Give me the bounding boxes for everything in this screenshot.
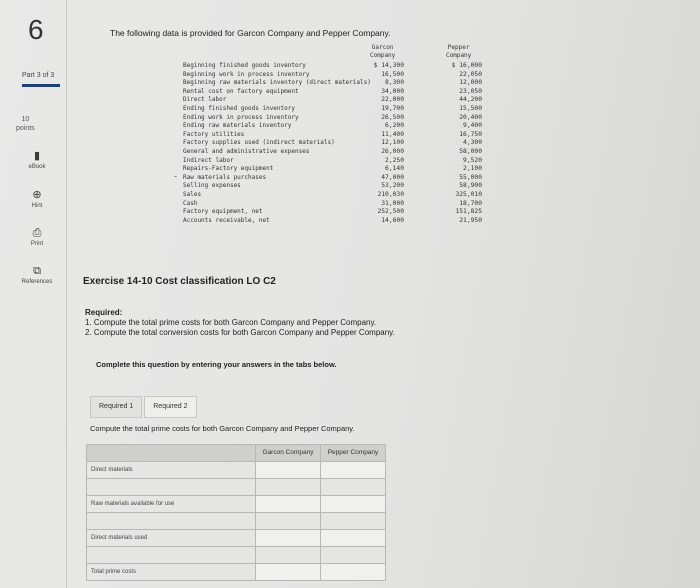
garcon-answer-input[interactable] [256,462,321,479]
garcon-answer-input[interactable] [256,513,321,530]
sidebar-item-ebook[interactable]: ▮ eBook [28,150,46,170]
garcon-value: 8,300 [385,79,404,87]
garcon-value: 210,030 [377,190,404,198]
references-icon: ⧉ [33,265,41,277]
answer-row [87,496,386,513]
data-row-label: Accounts receivable, net [183,216,270,224]
data-row-label: Repairs-Factory equipment [183,165,274,173]
exercise-title: Exercise 14-10 Cost classification LO C2 [83,276,276,287]
question-number: 6 [28,14,44,45]
part-progress-bar [22,84,60,87]
garcon-value: 12,100 [381,139,404,147]
hint-icon: ⊕ [32,189,42,201]
sidebar [0,0,67,588]
required-heading: Required: [85,308,123,317]
garcon-answer-input[interactable] [256,564,321,581]
pepper-value: 2,100 [463,165,482,173]
tab-required-2[interactable]: Required 2 [144,396,196,418]
pepper-value: 15,500 [459,104,482,112]
part-indicator: Part 3 of 3 [22,72,55,79]
pepper-values [420,62,482,225]
pepper-value: 58,000 [459,147,482,155]
data-row-label: Cash [183,199,198,207]
garcon-answer-input[interactable] [256,530,321,547]
data-row-label: Rental cost on factory equipment [183,87,299,95]
answer-row-label [87,513,256,530]
garcon-value: 31,000 [381,199,404,207]
garcon-answer-input[interactable] [256,479,321,496]
pepper-answer-input[interactable] [321,513,386,530]
garcon-value: 26,000 [381,147,404,155]
pepper-value: 9,400 [463,122,482,130]
pepper-answer-input[interactable] [321,547,386,564]
data-row-label: Factory equipment, net [183,208,263,216]
pepper-header: Pepper Company [446,44,472,59]
data-row-label: Beginning raw materials inventory (direct materials) [183,79,371,87]
data-row-label: Beginning finished goods inventory [183,62,306,69]
pepper-value: 18,700 [459,199,482,207]
garcon-answer-input[interactable] [256,496,321,513]
required-item-2: 2. Compute the total conversion costs for both Garcon Company and Pepper Company. [85,328,395,337]
answer-row-label: Direct materials used [87,530,256,547]
answer-row-label [87,479,256,496]
intro-text: The following data is provided for Garcon Company and Pepper Company. [110,28,391,38]
answer-row [87,479,386,496]
garcon-value: 6,140 [385,165,404,173]
sidebar-item-hint[interactable]: ⊕ Hint [31,189,43,209]
data-row-label: Sales [183,190,202,198]
sidebar-item-print[interactable]: ⎙ Print [30,227,44,247]
pepper-value: 20,400 [459,113,482,121]
pepper-value: 4,300 [463,139,482,147]
answer-row [87,530,386,547]
tab-instruction: Compute the total prime costs for both Garcon Company and Pepper Company. [90,424,355,433]
answer-row-label: Raw materials available for use [87,496,256,513]
garcon-value: 2,250 [385,156,404,164]
garcon-value: 11,400 [381,130,404,138]
garcon-value: 26,500 [381,113,404,121]
tab-required-1[interactable]: Required 1 [90,396,142,418]
book-icon: ▮ [33,150,41,162]
pepper-answer-input[interactable] [321,530,386,547]
pepper-value: $ 16,000 [451,62,482,69]
data-row-label: Ending work in process inventory [183,113,299,121]
answer-row [87,513,386,530]
pepper-value: 151,825 [455,208,482,216]
pepper-value: 325,010 [455,190,482,198]
complete-instruction: Complete this question by entering your answers in the tabs below. [96,360,337,369]
garcon-value: 6,200 [385,122,404,130]
garcon-answer-input[interactable] [256,547,321,564]
data-row-label: Factory supplies used (indirect materials) [183,139,335,147]
garcon-header: Garcon Company [370,44,396,59]
answer-row [87,462,386,479]
garcon-value: $ 14,300 [373,62,404,69]
data-row-label: Raw materials purchases [183,173,267,181]
data-row-label: Ending finished goods inventory [183,104,295,112]
garcon-value: 53,200 [381,182,404,190]
sidebar-item-references[interactable]: ⧉ References [21,265,53,285]
answer-header-pepper: Pepper Company [321,445,386,462]
garcon-values [342,62,404,225]
data-row-label: Factory utilities [183,130,245,138]
pepper-value: 55,000 [459,173,482,181]
pepper-value: 44,200 [459,96,482,104]
pepper-answer-input[interactable] [321,479,386,496]
dash-mark: - [174,171,177,181]
print-icon: ⎙ [32,227,42,239]
pepper-value: 16,750 [459,130,482,138]
pepper-answer-input[interactable] [321,496,386,513]
data-row-label: General and administrative expenses [183,147,310,155]
data-row-label: Selling expenses [183,182,241,190]
pepper-value: 9,520 [463,156,482,164]
pepper-value: 21,950 [459,216,482,224]
garcon-value: 16,500 [381,70,404,78]
answer-header-blank [87,445,256,462]
data-row-label: Indirect labor [183,156,234,164]
answer-table [86,444,386,581]
garcon-value: 252,500 [377,208,404,216]
answer-row-label: Total prime costs [87,564,256,581]
garcon-value: 34,000 [381,87,404,95]
answer-row [87,564,386,581]
data-row-label: Direct labor [183,96,227,104]
garcon-value: 47,000 [381,173,404,181]
required-item-1: 1. Compute the total prime costs for both Garcon Company and Pepper Company. [85,318,377,327]
answer-row-label [87,547,256,564]
pepper-answer-input[interactable] [321,462,386,479]
pepper-value: 23,050 [459,87,482,95]
data-row-label: Ending raw materials inventory [183,122,292,130]
garcon-value: 22,000 [381,96,404,104]
pepper-answer-input[interactable] [321,564,386,581]
answer-header-garcon: Garcon Company [256,445,321,462]
points-label: 10 points [16,116,35,132]
main-content [70,0,690,588]
pepper-value: 22,050 [459,70,482,78]
pepper-value: 58,900 [459,182,482,190]
pepper-value: 12,000 [459,79,482,87]
garcon-value: 19,700 [381,104,404,112]
tab-bar [90,396,199,418]
answer-row-label: Direct materials [87,462,256,479]
answer-row [87,547,386,564]
garcon-value: 14,600 [381,216,404,224]
data-row-label: Beginning work in process inventory [183,70,310,78]
